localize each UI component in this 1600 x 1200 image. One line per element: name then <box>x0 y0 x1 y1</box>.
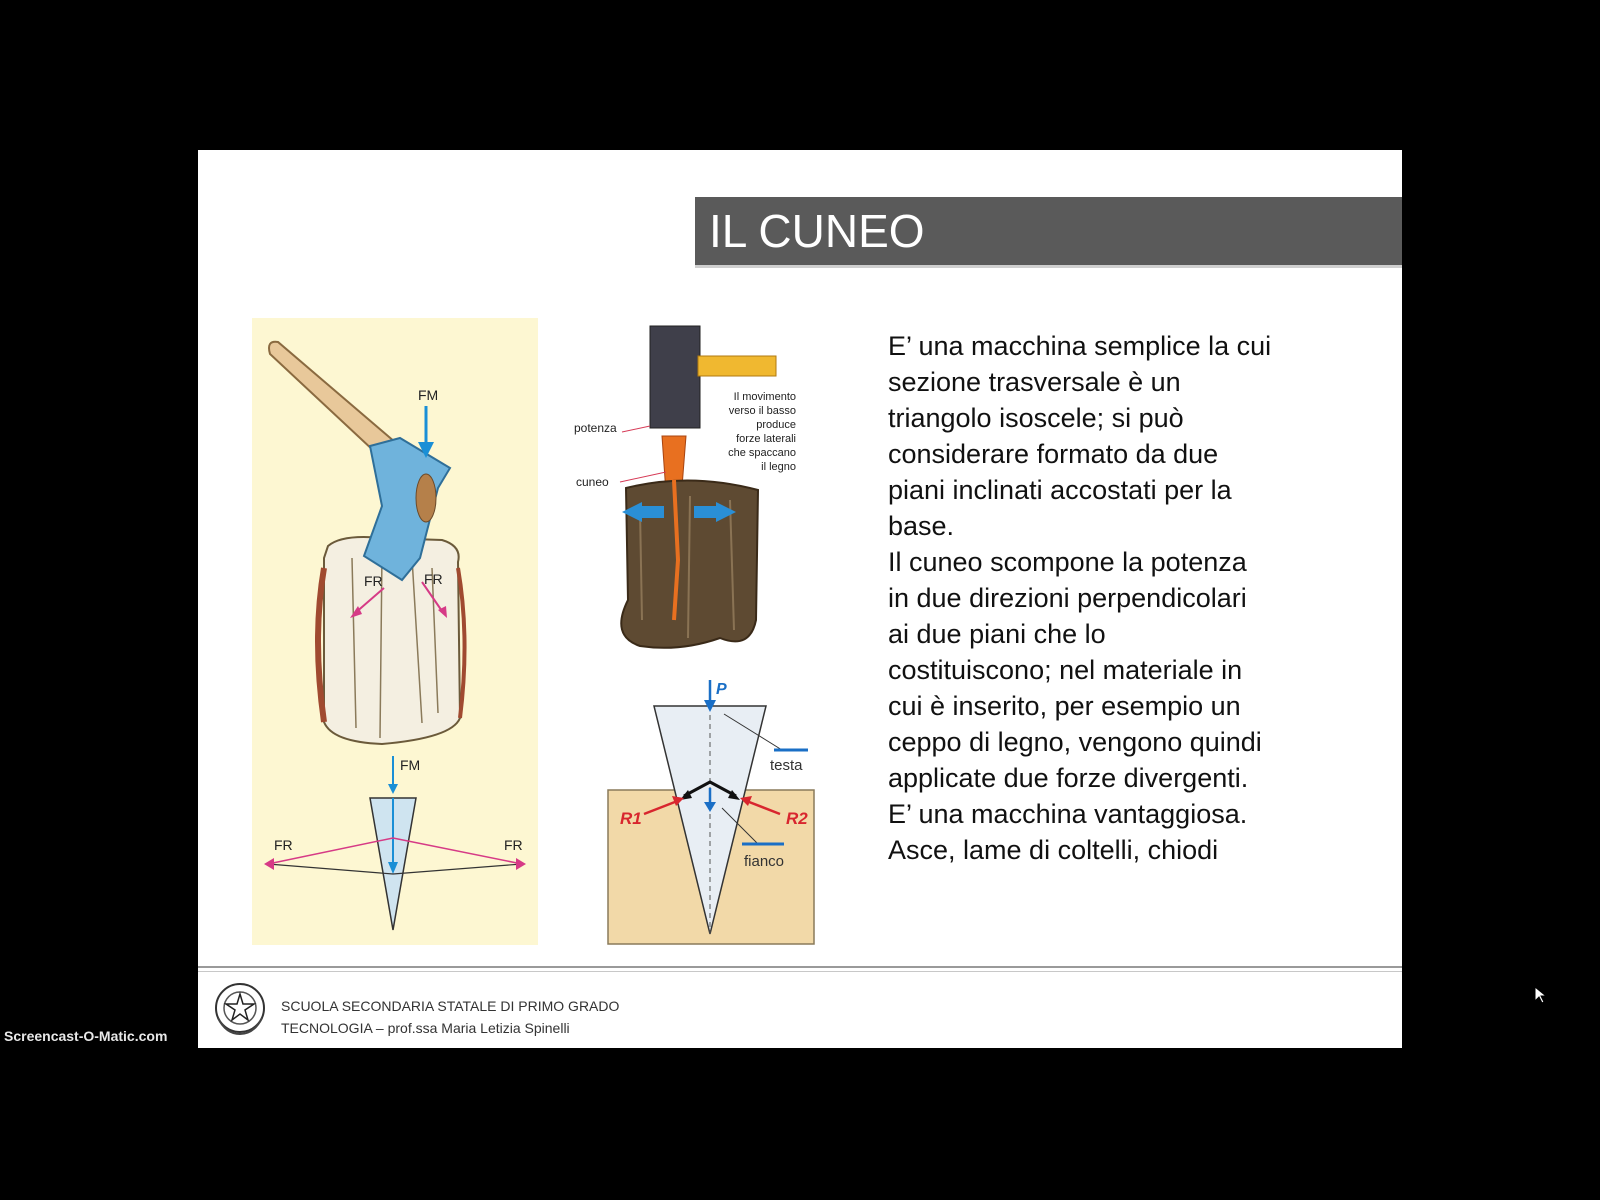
school-name: SCUOLA SECONDARIA STATALE DI PRIMO GRADO <box>281 998 620 1014</box>
label-fr-right: FR <box>424 571 443 587</box>
slide <box>198 150 1402 1048</box>
label-fr-left: FR <box>364 573 383 589</box>
body-line: ceppo di legno, vengono quindi <box>888 727 1262 757</box>
footer-divider <box>198 971 1402 972</box>
label-fm-bottom: FM <box>400 757 421 773</box>
caption-line: produce <box>756 419 796 431</box>
body-line: considerare formato da due <box>888 439 1219 469</box>
body-line: ai due piani che lo <box>888 619 1106 649</box>
label-testa: testa <box>770 757 803 774</box>
footer-divider <box>198 966 1402 968</box>
caption-line: Il movimento <box>733 391 796 403</box>
body-line: piani inclinati accostati per la <box>888 475 1232 505</box>
body-text <box>888 328 1358 868</box>
body-line: in due direzioni perpendicolari <box>888 583 1247 613</box>
body-line: triangolo isoscele; si può <box>888 403 1184 433</box>
body-line: costituiscono; nel materiale in <box>888 655 1243 685</box>
caption-line: che spaccano <box>728 447 796 459</box>
label-fm-top: FM <box>418 387 439 403</box>
title-bar <box>695 197 1402 268</box>
body-line: cui è inserito, per esempio un <box>888 691 1241 721</box>
screencast-watermark: Screencast-O-Matic.com <box>4 1028 168 1044</box>
label-fianco: fianco <box>744 853 785 870</box>
label-fr-bottom-right: FR <box>504 837 523 853</box>
body-line: applicate due forze divergenti. <box>888 763 1249 793</box>
school-info <box>281 995 619 1039</box>
label-r2: R2 <box>786 809 808 828</box>
label-cuneo: cuneo <box>576 475 609 489</box>
body-line: sezione trasversale è un <box>888 367 1181 397</box>
label-r1: R1 <box>620 809 642 828</box>
caption-line: il legno <box>761 461 796 473</box>
caption-line: forze laterali <box>736 433 796 445</box>
slide-title: IL CUNEO <box>709 205 925 257</box>
wedge-diagram <box>606 678 818 948</box>
label-potenza: potenza <box>574 421 617 435</box>
republic-emblem-icon <box>212 978 268 1043</box>
body-line: Asce, lame di coltelli, chiodi <box>888 835 1219 865</box>
axe-figure <box>252 318 538 945</box>
label-fr-bottom-left: FR <box>274 837 293 853</box>
body-line: Il cuneo scompone la potenza <box>888 547 1247 577</box>
caption-line: verso il basso <box>728 405 796 417</box>
body-line: E’ una macchina vantaggiosa. <box>888 799 1248 829</box>
course-teacher: TECNOLOGIA – prof.ssa Maria Letizia Spinelli <box>281 1020 570 1036</box>
label-p: P <box>716 681 727 698</box>
body-line: base. <box>888 511 955 541</box>
body-line: E’ una macchina semplice la cui <box>888 331 1272 361</box>
mouse-cursor-icon <box>1535 987 1547 1010</box>
